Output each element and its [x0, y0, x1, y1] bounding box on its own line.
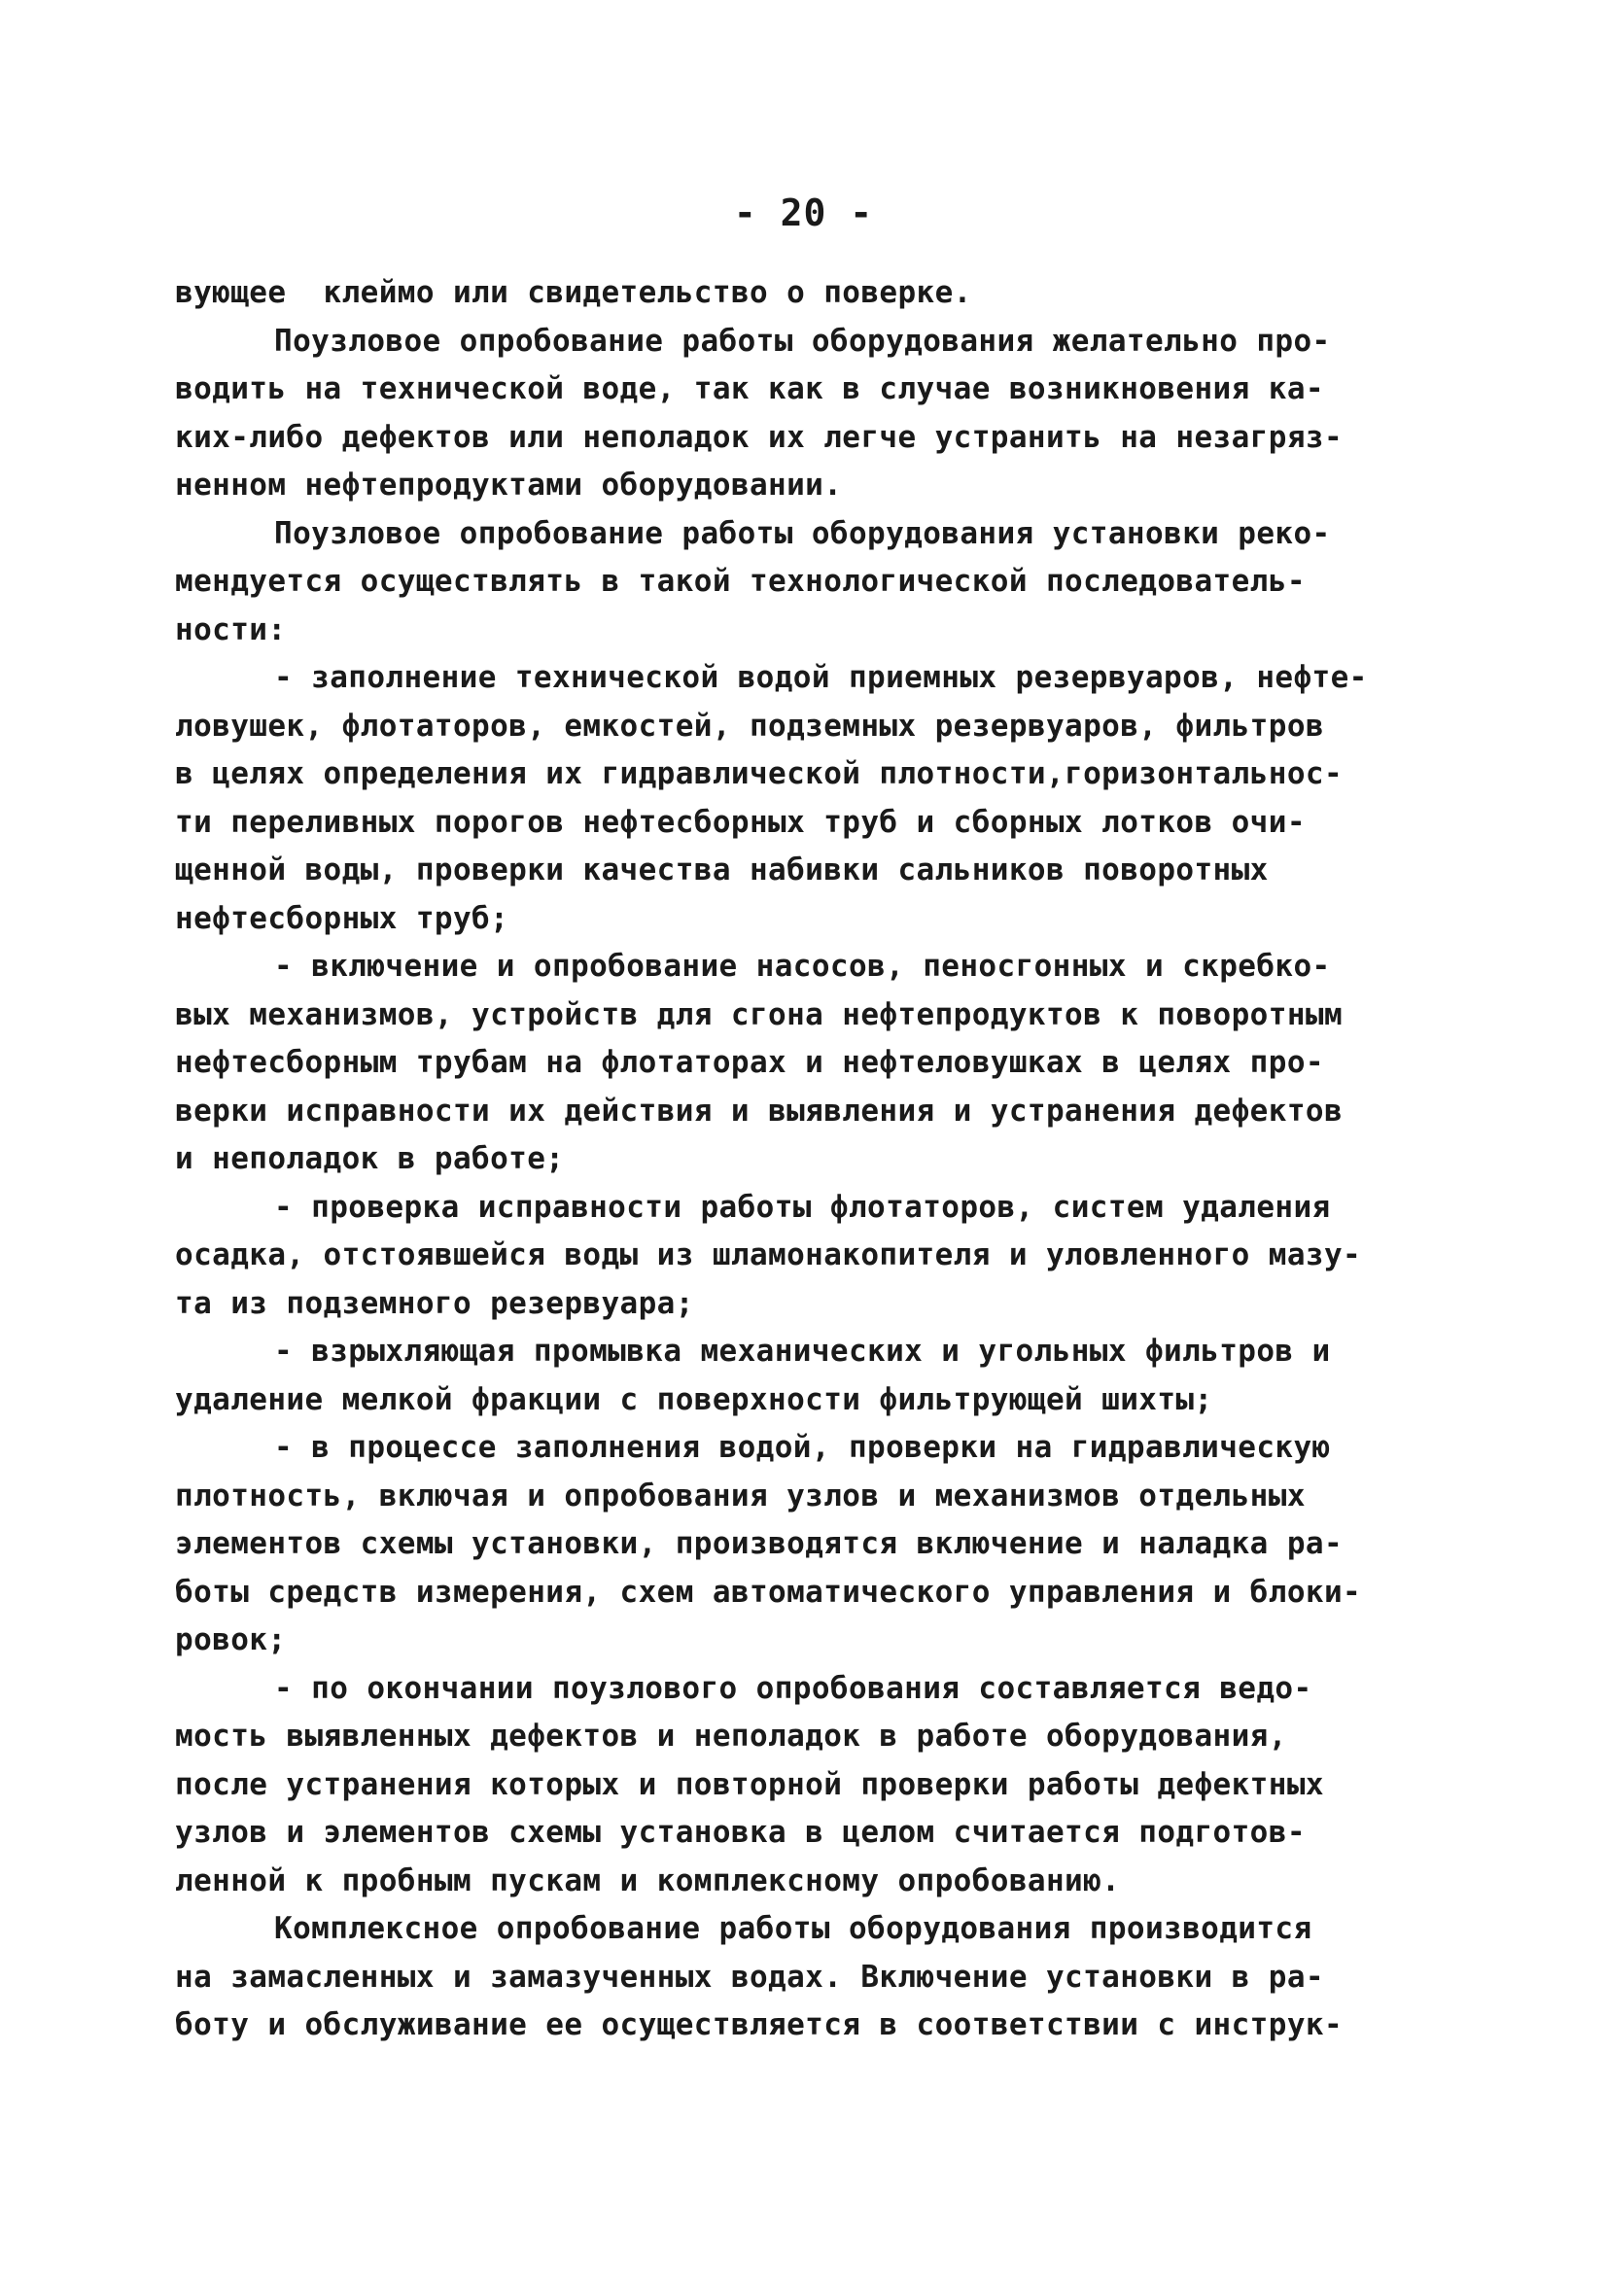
- text-line: ти переливных порогов нефтесборных труб и сборных лотков очи-: [175, 804, 1306, 840]
- text-line: и неполадок в работе;: [175, 1141, 565, 1176]
- body-text: [175, 269, 1439, 2050]
- text-line: ловушек, флотаторов, емкостей, подземных резервуаров, фильтров: [175, 708, 1324, 744]
- text-line: верки исправности их действия и выявления и устранения дефектов: [175, 1093, 1344, 1129]
- text-line: - заполнение технической водой приемных резервуаров, нефте-: [274, 660, 1368, 695]
- text-line: боту и обслуживание ее осуществляется в соответствии с инструк-: [175, 2007, 1344, 2042]
- text-line: Поузловое опробование работы оборудования желательно про-: [274, 323, 1331, 359]
- text-line: осадка, отстоявшейся воды из шламонакопителя и уловленного мазу-: [175, 1237, 1362, 1272]
- text-line: щенной воды, проверки качества набивки сальников поворотных: [175, 852, 1269, 887]
- text-line: ких-либо дефектов или неполадок их легче устранить на незагряз-: [175, 419, 1344, 455]
- text-line: - включение и опробование насосов, пеносгонных и скребко-: [274, 949, 1331, 984]
- text-line: Комплексное опробование работы оборудования производится: [274, 1911, 1312, 1946]
- text-line: в целях определения их гидравлической плотности,горизонтальнос-: [175, 756, 1344, 791]
- text-line: после устранения которых и повторной проверки работы дефектных: [175, 1766, 1324, 1802]
- text-line: та из подземного резервуара;: [175, 1285, 694, 1321]
- text-line: мендуется осуществлять в такой технологической последователь-: [175, 564, 1306, 599]
- text-line: удаление мелкой фракции с поверхности фильтрующей шихты;: [175, 1381, 1213, 1417]
- text-line: мость выявленных дефектов и неполадок в работе оборудования,: [175, 1719, 1287, 1754]
- text-line: - проверка исправности работы флотаторов, систем удаления: [274, 1189, 1331, 1225]
- text-line: вующее клеймо или свидетельство о поверке.: [175, 275, 972, 310]
- text-line: плотность, включая и опробования узлов и механизмов отдельных: [175, 1478, 1306, 1513]
- text-line: узлов и элементов схемы установка в целом считается подготов-: [175, 1815, 1306, 1850]
- text-line: водить на технической воде, так как в случае возникновения ка-: [175, 371, 1324, 406]
- text-line: - взрыхляющая промывка механических и угольных фильтров и: [274, 1334, 1331, 1369]
- text-line: нефтесборных труб;: [175, 900, 509, 936]
- text-line: ленной к пробным пускам и комплексному опробованию.: [175, 1862, 1121, 1898]
- text-line: вых механизмов, устройств для сгона нефтепродуктов к поворотным: [175, 996, 1344, 1032]
- text-line: нефтесборным трубам на флотаторах и нефтеловушках в целях про-: [175, 1045, 1324, 1080]
- text-line: боты средств измерения, схем автоматического управления и блоки-: [175, 1574, 1362, 1610]
- text-line: элементов схемы установки, производятся включение и наладка ра-: [175, 1526, 1344, 1561]
- text-line: - в процессе заполнения водой, проверки на гидравлическую: [274, 1430, 1331, 1465]
- text-line: на замасленных и замазученных водах. Включение установки в ра-: [175, 1959, 1324, 1995]
- text-line: - по окончании поузлового опробования составляется ведо-: [274, 1670, 1312, 1706]
- text-line: ненном нефтепродуктами оборудовании.: [175, 468, 843, 503]
- text-line: ровок;: [175, 1622, 287, 1657]
- text-line: Поузловое опробование работы оборудования установки реко-: [274, 515, 1331, 551]
- page-number: - 20 -: [733, 191, 874, 234]
- text-line: ности:: [175, 611, 287, 647]
